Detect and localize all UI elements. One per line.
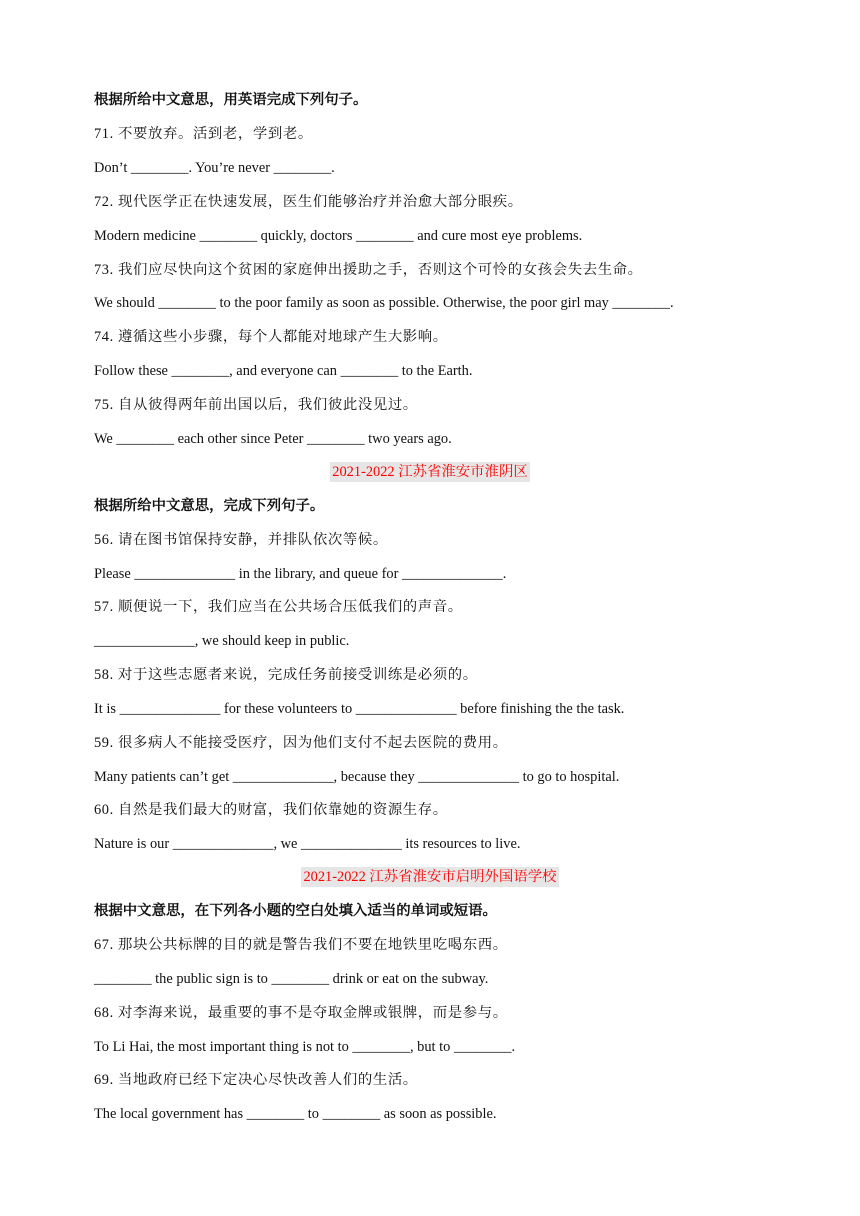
question-chinese: 60. 自然是我们最大的财富，我们依靠她的资源生存。 xyxy=(94,802,448,818)
section-title-text: 2021-2022 江苏省淮安市淮阴区 xyxy=(332,464,528,480)
question-chinese: 74. 遵循这些小步骤，每个人都能对地球产生大影响。 xyxy=(94,329,448,345)
question-chinese: 69. 当地政府已经下定决心尽快改善人们的生活。 xyxy=(94,1072,418,1088)
question-english: Don’t ________. You’re never ________. xyxy=(94,160,335,176)
section-title xyxy=(0,462,860,482)
question-english: Modern medicine ________ quickly, doctors ________ and cure most eye problems. xyxy=(94,228,583,244)
question-english: Nature is our ______________, we ______________ its resources to live. xyxy=(94,836,521,852)
question-chinese: 57. 顺便说一下，我们应当在公共场合压低我们的声音。 xyxy=(94,599,463,615)
question-english: Many patients can’t get ______________, because they ______________ to go to hospital. xyxy=(94,769,620,785)
question-english: The local government has ________ to ________ as soon as possible. xyxy=(94,1106,497,1122)
question-english: We should ________ to the poor family as soon as possible. Otherwise, the poor girl may ________. xyxy=(94,295,674,311)
question-chinese: 73. 我们应尽快向这个贫困的家庭伸出援助之手，否则这个可怜的女孩会失去生命。 xyxy=(94,262,643,278)
question-chinese: 58. 对于这些志愿者来说，完成任务前接受训练是必须的。 xyxy=(94,667,478,683)
question-english: To Li Hai, the most important thing is not to ________, but to ________. xyxy=(94,1039,516,1055)
question-chinese: 56. 请在图书馆保持安静，并排队依次等候。 xyxy=(94,532,388,548)
question-chinese: 68. 对李海来说，最重要的事不是夺取金牌或银牌，而是参与。 xyxy=(94,1005,508,1021)
question-chinese: 67. 那块公共标牌的目的就是警告我们不要在地铁里吃喝东西。 xyxy=(94,937,508,953)
question-chinese: 71. 不要放弃。活到老，学到老。 xyxy=(94,126,313,142)
question-english: It is ______________ for these volunteers to ______________ before finishing the the task. xyxy=(94,701,625,717)
instruction-heading: 根据所给中文意思，完成下列句子。 xyxy=(94,498,325,514)
question-chinese: 72. 现代医学正在快速发展，医生们能够治疗并治愈大部分眼疾。 xyxy=(94,194,523,210)
instruction-heading: 根据中文意思，在下列各小题的空白处填入适当的单词或短语。 xyxy=(94,903,497,919)
section-title xyxy=(0,867,860,887)
section-title-text: 2021-2022 江苏省淮安市启明外国语学校 xyxy=(303,869,557,885)
question-chinese: 59. 很多病人不能接受医疗，因为他们支付不起去医院的费用。 xyxy=(94,735,508,751)
question-english: Please ______________ in the library, and queue for ______________. xyxy=(94,566,507,582)
question-english: Follow these ________, and everyone can ________ to the Earth. xyxy=(94,363,473,379)
question-chinese: 75. 自从彼得两年前出国以后，我们彼此没见过。 xyxy=(94,397,418,413)
question-english: ______________, we should keep in public. xyxy=(94,633,350,649)
question-english: ________ the public sign is to ________ drink or eat on the subway. xyxy=(94,971,489,987)
question-english: We ________ each other since Peter ________ two years ago. xyxy=(94,431,452,447)
instruction-heading: 根据所给中文意思，用英语完成下列句子。 xyxy=(94,92,368,108)
